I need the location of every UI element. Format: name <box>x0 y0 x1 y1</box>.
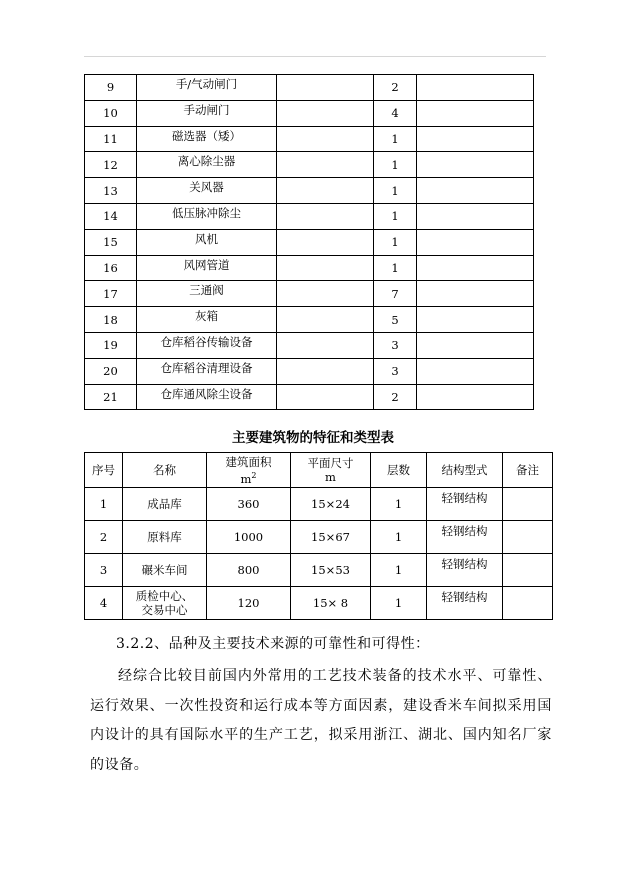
equip-no-cell: 21 <box>85 384 137 410</box>
build-area-cell: 1000 <box>207 521 291 554</box>
table-row <box>85 152 534 178</box>
table-row <box>85 126 534 152</box>
header-floors: 层数 <box>371 453 427 488</box>
header-name: 名称 <box>123 453 207 488</box>
equip-remark-cell <box>417 255 534 281</box>
build-no-cell: 3 <box>85 554 123 587</box>
equip-no-cell: 9 <box>85 75 137 101</box>
table-row <box>85 203 534 229</box>
build-name-line1: 碾米车间 <box>141 563 188 577</box>
equip-spec-cell <box>277 358 374 384</box>
build-remark-cell <box>503 488 553 521</box>
build-size-cell: 15×67 <box>291 521 371 554</box>
equip-name-cell: 三通阀 <box>137 281 277 307</box>
equip-name-cell: 风网管道 <box>137 255 277 281</box>
table-row <box>85 255 534 281</box>
build-no-cell: 1 <box>85 488 123 521</box>
equip-qty-cell: 1 <box>374 255 417 281</box>
equip-qty-cell: 2 <box>374 384 417 410</box>
build-name-line1: 质检中心、 <box>135 589 194 603</box>
equip-spec-cell <box>277 100 374 126</box>
table-row <box>85 521 553 554</box>
equip-spec-cell <box>277 307 374 333</box>
equip-remark-cell <box>417 100 534 126</box>
equip-remark-cell <box>417 203 534 229</box>
header-remark: 备注 <box>503 453 553 488</box>
equip-spec-cell <box>277 384 374 410</box>
equip-remark-cell <box>417 126 534 152</box>
equip-name-cell: 手动闸门 <box>137 100 277 126</box>
equip-remark-cell <box>417 229 534 255</box>
build-area-cell: 360 <box>207 488 291 521</box>
table-row <box>85 281 534 307</box>
build-floors-cell: 1 <box>371 488 427 521</box>
table-row <box>85 307 534 333</box>
equip-spec-cell <box>277 152 374 178</box>
build-name-cell <box>123 521 207 554</box>
build-size-cell: 15×53 <box>291 554 371 587</box>
build-floors-cell: 1 <box>371 554 427 587</box>
section-paragraph: 经综合比较目前国内外常用的工艺技术装备的技术水平、可靠性、运行效果、一次性投资和运行成本等方面因素，建设香米车间拟采用国内设计的具有国际水平的生产工艺，拟采用浙江、湖北、国内知名厂家的设备。 <box>90 668 552 773</box>
build-size-cell: 15× 8 <box>291 587 371 620</box>
equip-qty-cell: 1 <box>374 126 417 152</box>
equip-qty-cell: 1 <box>374 178 417 204</box>
build-no-cell: 2 <box>85 521 123 554</box>
equip-no-cell: 12 <box>85 152 137 178</box>
equip-spec-cell <box>277 178 374 204</box>
equip-spec-cell <box>277 255 374 281</box>
build-area-cell: 120 <box>207 587 291 620</box>
equip-no-cell: 14 <box>85 203 137 229</box>
equip-qty-cell: 1 <box>374 152 417 178</box>
header-size-label: 平面尺寸 <box>307 456 354 470</box>
equip-name-cell: 仓库稻谷清理设备 <box>137 358 277 384</box>
equip-no-cell: 19 <box>85 332 137 358</box>
equip-remark-cell <box>417 281 534 307</box>
equip-spec-cell <box>277 203 374 229</box>
header-structure: 结构型式 <box>427 453 503 488</box>
table-row <box>85 384 534 410</box>
build-name-line2: 交易中心 <box>141 603 188 617</box>
table-row <box>85 178 534 204</box>
equip-qty-cell: 1 <box>374 229 417 255</box>
build-structure-cell: 轻钢结构 <box>427 554 503 587</box>
header-no: 序号 <box>85 453 123 488</box>
table-row <box>85 358 534 384</box>
equip-no-cell: 13 <box>85 178 137 204</box>
equip-name-cell: 磁选器（矮） <box>137 126 277 152</box>
equip-name-cell: 离心除尘器 <box>137 152 277 178</box>
build-name-cell <box>123 488 207 521</box>
equip-qty-cell: 7 <box>374 281 417 307</box>
equip-name-cell: 仓库通风除尘设备 <box>137 384 277 410</box>
equip-remark-cell <box>417 358 534 384</box>
equip-qty-cell: 3 <box>374 358 417 384</box>
header-area-unit: m <box>240 471 252 486</box>
table-row <box>85 332 534 358</box>
equip-name-cell: 手/气动闸门 <box>137 75 277 101</box>
equip-spec-cell <box>277 75 374 101</box>
build-floors-cell: 1 <box>371 587 427 620</box>
equip-remark-cell <box>417 307 534 333</box>
table-row <box>85 488 553 521</box>
header-area-unit-sup: 2 <box>251 470 257 480</box>
table-row <box>85 587 553 620</box>
table-row <box>85 100 534 126</box>
header-area <box>207 453 291 488</box>
equip-no-cell: 16 <box>85 255 137 281</box>
header-size-unit: m <box>325 470 336 484</box>
build-name-line1: 成品库 <box>147 497 182 511</box>
build-name-cell <box>123 554 207 587</box>
equip-qty-cell: 1 <box>374 203 417 229</box>
building-table-body <box>85 488 553 620</box>
equip-qty-cell: 4 <box>374 100 417 126</box>
equip-remark-cell <box>417 332 534 358</box>
equipment-table <box>84 74 534 410</box>
equip-qty-cell: 2 <box>374 75 417 101</box>
build-name-line1: 原料库 <box>147 530 182 544</box>
table-row <box>85 229 534 255</box>
build-structure-cell: 轻钢结构 <box>427 488 503 521</box>
equip-no-cell: 18 <box>85 307 137 333</box>
equip-spec-cell <box>277 332 374 358</box>
equip-no-cell: 11 <box>85 126 137 152</box>
building-table-header-row <box>85 453 553 488</box>
build-remark-cell <box>503 554 553 587</box>
building-table <box>84 452 553 620</box>
equip-name-cell: 关风器 <box>137 178 277 204</box>
equip-remark-cell <box>417 75 534 101</box>
equip-no-cell: 10 <box>85 100 137 126</box>
equip-remark-cell <box>417 152 534 178</box>
build-structure-cell: 轻钢结构 <box>427 587 503 620</box>
equip-name-cell: 灰箱 <box>137 307 277 333</box>
equip-no-cell: 15 <box>85 229 137 255</box>
build-floors-cell: 1 <box>371 521 427 554</box>
build-name-cell <box>123 587 207 620</box>
equipment-table-body <box>85 75 534 410</box>
table-row <box>85 554 553 587</box>
build-remark-cell <box>503 587 553 620</box>
equip-remark-cell <box>417 384 534 410</box>
header-size <box>291 453 371 488</box>
equip-remark-cell <box>417 178 534 204</box>
equip-spec-cell <box>277 126 374 152</box>
header-area-label: 建筑面积 <box>225 454 272 469</box>
equip-qty-cell: 3 <box>374 332 417 358</box>
build-size-cell: 15×24 <box>291 488 371 521</box>
equip-name-cell: 风机 <box>137 229 277 255</box>
equip-qty-cell: 5 <box>374 307 417 333</box>
equip-spec-cell <box>277 229 374 255</box>
equip-name-cell: 低压脉冲除尘 <box>137 203 277 229</box>
build-area-cell: 800 <box>207 554 291 587</box>
build-remark-cell <box>503 521 553 554</box>
section-heading: 3.2.2、品种及主要技术来源的可靠性和可得性： <box>116 636 430 652</box>
equip-no-cell: 20 <box>85 358 137 384</box>
build-structure-cell: 轻钢结构 <box>427 521 503 554</box>
equip-no-cell: 17 <box>85 281 137 307</box>
equip-spec-cell <box>277 281 374 307</box>
table-row <box>85 75 534 101</box>
page-header-rule <box>84 56 546 57</box>
equip-name-cell: 仓库稻谷传输设备 <box>137 332 277 358</box>
building-table-title: 主要建筑物的特征和类型表 <box>232 430 394 446</box>
build-no-cell: 4 <box>85 587 123 620</box>
